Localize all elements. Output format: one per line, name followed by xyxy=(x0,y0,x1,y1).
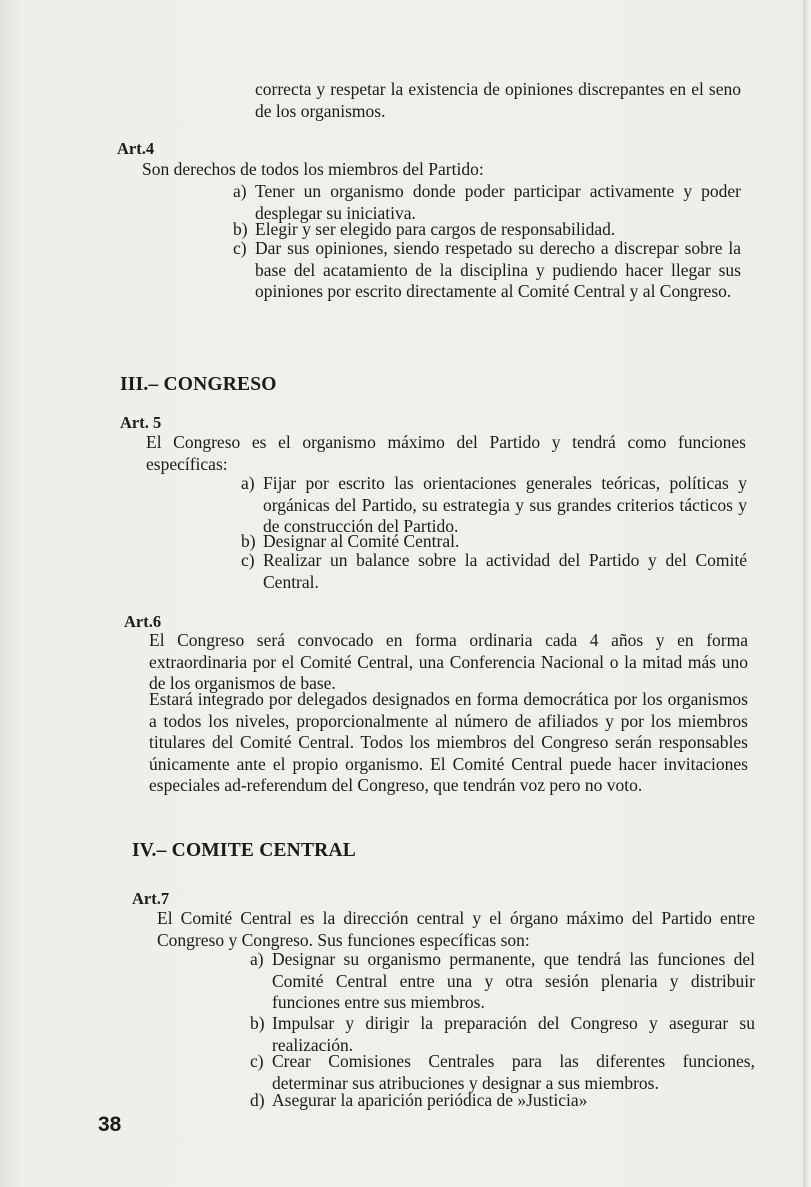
list-item xyxy=(250,949,755,1014)
section-title-comite-central: IV.– COMITE CENTRAL xyxy=(132,840,356,861)
list-item-label: d) xyxy=(250,1090,265,1110)
page-edge xyxy=(803,0,811,1187)
list-item-text: Fijar por escrito las orientaciones generales teóricas, políticas y orgánicas del Partido, su estrategia y sus grandes criterios tácticos y de construcción del Partido. xyxy=(263,473,747,537)
list-item-text: Designar su organismo permanente, que tendrá las funciones del Comité Central entre una y otra sesión plenaria y distribuir funciones entre sus miembros. xyxy=(272,949,755,1013)
article-7-intro: El Comité Central es la dirección central y el órgano máximo del Partido entre Congreso y Congreso. Sus funciones específicas son: xyxy=(157,908,755,950)
list-item-label: c) xyxy=(233,238,247,258)
list-item xyxy=(233,181,741,224)
list-item-label: a) xyxy=(250,949,264,969)
list-item-text: Designar al Comité Central. xyxy=(263,531,460,551)
list-item xyxy=(250,1051,755,1094)
article-4-heading: Art.4 xyxy=(117,139,155,158)
article-4-intro: Son derechos de todos los miembros del Partido: xyxy=(142,159,484,179)
list-item-label: b) xyxy=(241,531,256,551)
list-item-text: Realizar un balance sobre la actividad del Partido y del Comité Central. xyxy=(263,550,747,592)
list-item xyxy=(233,238,741,303)
list-item-text: Crear Comisiones Centrales para las diferentes funciones, determinar sus atribuciones y designar a sus miembros. xyxy=(272,1051,755,1093)
list-item-text: Asegurar la aparición periódica de »Justicia» xyxy=(272,1090,588,1110)
article-6-paragraph-2: Estará integrado por delegados designados en forma democrática por los organismos a todos los niveles, proporcionalmente al número de afiliados y por los miembros titulares del Comité Central. Todos los miembros del Congreso serán responsables únicamente ante el propio organismo. El Comité Central puede hacer invitaciones especiales ad-referendum del Congreso, que tendrán voz pero no voto. xyxy=(149,689,748,796)
section-title-congreso: III.– CONGRESO xyxy=(120,374,277,395)
list-item xyxy=(241,550,747,593)
list-item-text: Elegir y ser elegido para cargos de responsabilidad. xyxy=(255,219,616,239)
list-item-text: Dar sus opiniones, siendo respetado su derecho a discrepar sobre la base del acatamiento de la disciplina y pudiendo hacer llegar sus opiniones por escrito directamente al Comité Central y al Congreso. xyxy=(255,238,741,302)
list-item xyxy=(241,473,747,538)
article-5-heading: Art. 5 xyxy=(120,413,162,432)
article-5-intro: El Congreso es el organismo máximo del Partido y tendrá como funciones específicas: xyxy=(146,432,746,474)
page-number: 38 xyxy=(98,1113,122,1136)
list-item-label: b) xyxy=(233,219,248,239)
list-item-label: c) xyxy=(241,550,255,570)
list-item-label: a) xyxy=(241,473,255,493)
list-item-text: Tener un organismo donde poder participar activamente y poder desplegar su iniciativa. xyxy=(255,181,741,223)
list-item-text: Impulsar y dirigir la preparación del Congreso y asegurar su realización. xyxy=(272,1013,755,1055)
list-item-label: a) xyxy=(233,181,247,201)
list-item-label: c) xyxy=(250,1051,264,1071)
article-7-heading: Art.7 xyxy=(132,889,170,908)
list-item-label: b) xyxy=(250,1013,265,1033)
article-6-paragraph-1: El Congreso será convocado en forma ordinaria cada 4 años y en forma extraordinaria por el Comité Central, una Conferencia Nacional o la mitad más uno de los organismos de base. xyxy=(149,630,748,694)
continuation-paragraph: correcta y respetar la existencia de opiniones discrepantes en el seno de los organismos. xyxy=(255,79,741,121)
list-item xyxy=(250,1090,755,1112)
list-item xyxy=(250,1013,755,1056)
article-6-heading: Art.6 xyxy=(124,612,162,631)
